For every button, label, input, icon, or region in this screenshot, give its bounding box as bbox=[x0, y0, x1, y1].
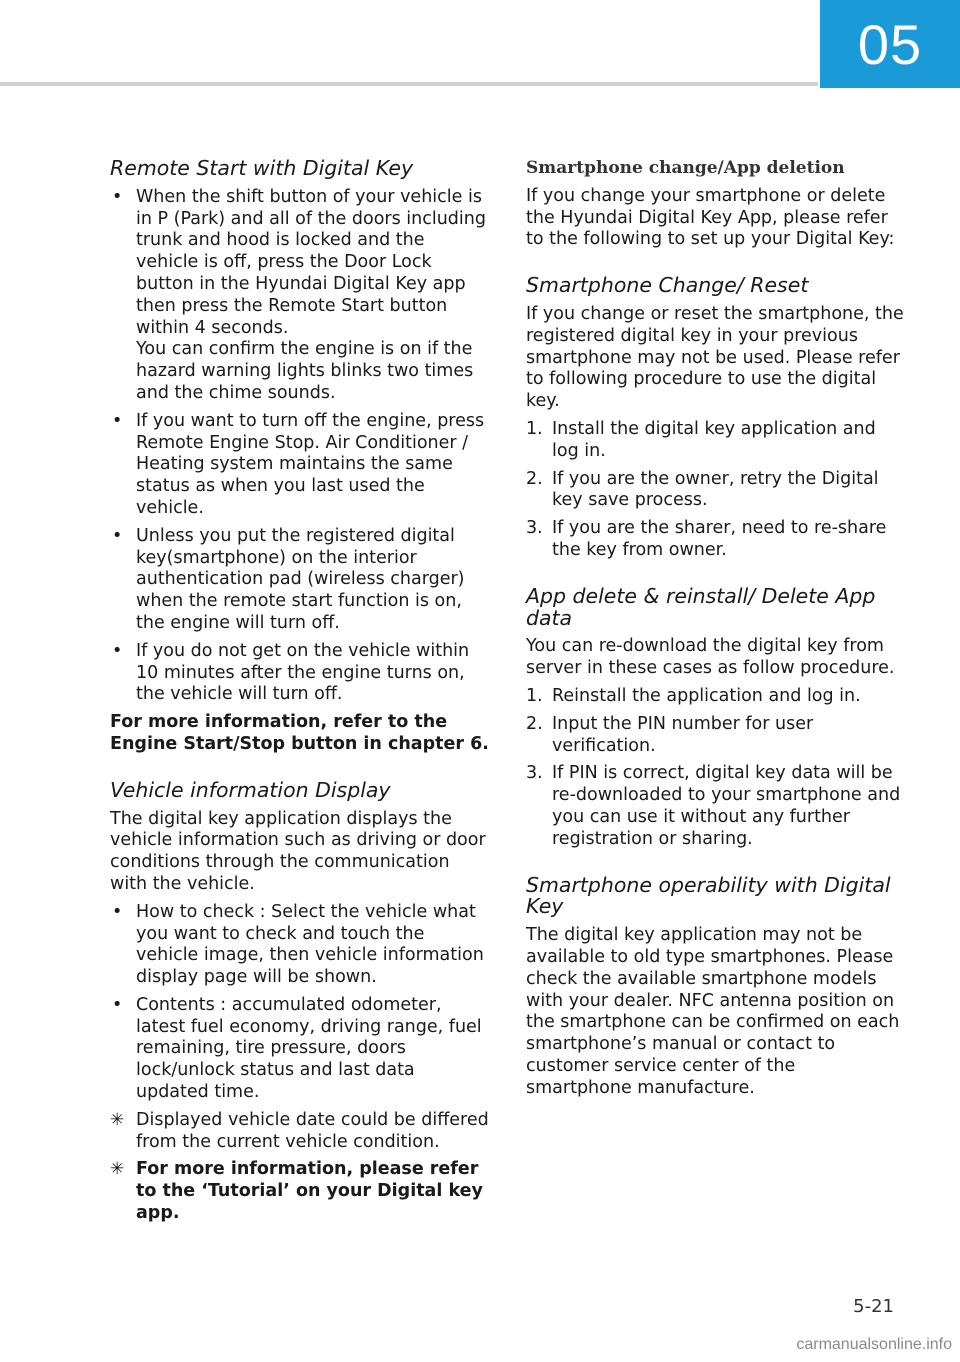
list-item: • How to check : Select the vehicle what you want to check and touch the vehicle image, then vehicle information display page will be shown. bbox=[112, 901, 484, 988]
list-item: 3. If PIN is correct, digital key data will be re-downloaded to your smartphone and you can use it without any further registration or sharing. bbox=[526, 763, 901, 849]
more-info-engine: For more information, refer to the Engine Start/Stop button in chapter 6. bbox=[110, 712, 489, 754]
list-item: • If you do not get on the vehicle within 10 minutes after the engine turns on, the vehicle will turn off. bbox=[112, 640, 470, 705]
step-number: 2. bbox=[526, 713, 543, 734]
operability-heading: Smartphone operability with Digital Key bbox=[526, 872, 891, 919]
list-item: • Unless you put the registered digital key(smartphone) on the interior authentication pad (wireless charger) when the remote start function is on, the engine will turn off. bbox=[112, 525, 465, 633]
bullet-marker: • bbox=[112, 186, 123, 207]
step-number: 1. bbox=[526, 685, 543, 706]
chapter-tab bbox=[820, 0, 960, 88]
remote-start-heading: Remote Start with Digital Key bbox=[110, 156, 414, 180]
list-item: 1. Reinstall the application and log in. bbox=[526, 685, 861, 706]
note-item: ✳ Displayed vehicle date could be differed from the current vehicle condition. bbox=[110, 1109, 489, 1152]
app-delete-heading: App delete & reinstall/ Delete App data bbox=[526, 583, 876, 630]
step-number: 3. bbox=[526, 763, 543, 784]
page-number: 5-21 bbox=[853, 1296, 894, 1317]
bullet-marker: • bbox=[112, 994, 123, 1015]
reset-intro: If you change or reset the smartphone, the registered digital key in your previous smartphone may not be used. Please refer to following procedure to use the digital key. bbox=[526, 303, 904, 412]
header-rule bbox=[0, 82, 818, 86]
change-heading: Smartphone change/App deletion bbox=[526, 158, 845, 178]
chapter-number: 05 bbox=[857, 12, 923, 76]
list-item: • When the shift button of your vehicle is in P (Park) and all of the doors including trunk and hood is locked and the vehicle is off, press the Door Lock button in the Hyundai Digital Key app then press the Remote Start button within 4 seconds. You can confirm the engine is on if the hazard warning lights blinks two times and the chime sounds. bbox=[112, 186, 486, 403]
step-number: 1. bbox=[526, 418, 543, 439]
operability-body: The digital key application may not be available to old type smartphones. Please check the available smartphone models with your dealer. NFC antenna position on the smartphone can be confirmed on each smartphone’s manual or contact to customer service center of the smartphone manufacture. bbox=[526, 925, 900, 1098]
remote-start-list bbox=[110, 187, 492, 706]
bullet-marker: • bbox=[112, 410, 123, 431]
step-number: 2. bbox=[526, 468, 543, 489]
app-delete-steps bbox=[526, 686, 904, 851]
vehicle-info-list bbox=[110, 902, 492, 1225]
change-intro: If you change your smartphone or delete the Hyundai Digital Key App, please refer to the following to set up your Digital Key: bbox=[526, 185, 895, 250]
note-item: ✳ For more information, please refer to the ‘Tutorial’ on your Digital key app. bbox=[110, 1159, 483, 1224]
app-delete-intro: You can re-download the digital key from server in these cases as follow procedure. bbox=[526, 636, 895, 679]
list-item: 2. If you are the owner, retry the Digital key save process. bbox=[526, 468, 879, 511]
list-item: 1. Install the digital key application and log in. bbox=[526, 418, 876, 461]
asterisk-icon: ✳ bbox=[110, 1109, 125, 1130]
bullet-marker: • bbox=[112, 901, 123, 922]
reset-steps bbox=[526, 419, 904, 562]
bullet-marker: • bbox=[112, 640, 123, 661]
bullet-marker: • bbox=[112, 525, 123, 546]
list-item: 2. Input the PIN number for user verification. bbox=[526, 713, 814, 756]
list-item: • If you want to turn off the engine, press Remote Engine Stop. Air Conditioner / Heating system maintains the same status as when you last used the vehicle. bbox=[112, 410, 485, 518]
right-column bbox=[526, 158, 904, 1105]
list-item: 3. If you are the sharer, need to re-share the key from owner. bbox=[526, 518, 887, 560]
vehicle-info-intro: The digital key application displays the vehicle information such as driving or door conditions through the communication with the vehicle. bbox=[110, 808, 486, 894]
watermark: carmanualsonline.info bbox=[796, 1336, 952, 1353]
step-number: 3. bbox=[526, 518, 543, 539]
left-column bbox=[110, 158, 492, 1231]
asterisk-icon: ✳ bbox=[110, 1159, 125, 1180]
vehicle-info-heading: Vehicle information Display bbox=[110, 777, 391, 802]
reset-heading: Smartphone Change/ Reset bbox=[526, 273, 809, 298]
list-item: • Contents : accumulated odometer, latest fuel economy, driving range, fuel remaining, tire pressure, doors lock/unlock status and last data updated time. bbox=[112, 994, 482, 1103]
